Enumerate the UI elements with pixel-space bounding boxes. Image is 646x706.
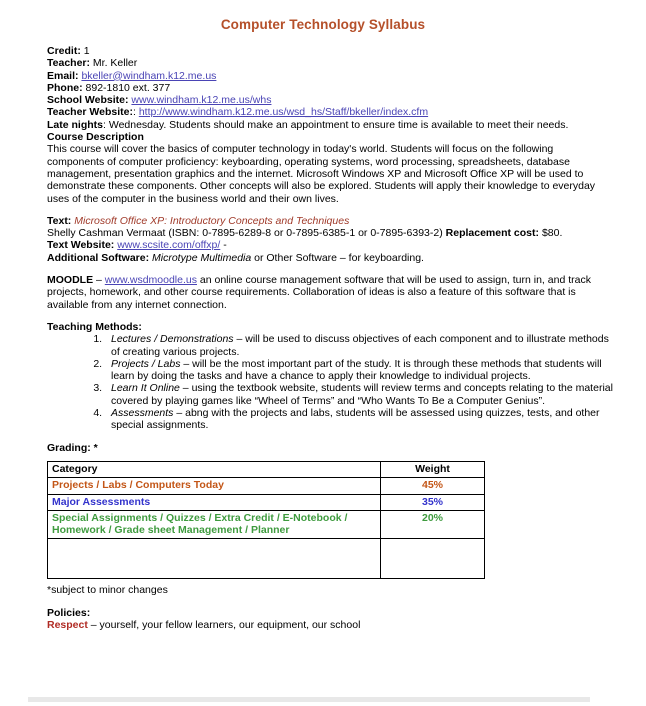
list-item [105,382,613,407]
method-title: Lectures / Demonstrations [111,333,234,346]
phone-label: Phone: [47,81,83,94]
method-title: Learn It Online [111,382,180,395]
text-title: Microsoft Office XP: Introductory Concepts and Techniques [74,214,350,227]
school-website-line [47,94,613,106]
email-label: Email: [47,69,79,82]
late-nights-value: : Wednesday. Students should make an appointment to ensure time is available to meet their needs. [103,118,569,131]
text-block [47,215,613,264]
respect-body: – yourself, your fellow learners, our equipment, our school [87,618,361,631]
replacement-cost-value: $80. [541,227,563,240]
column-header-category: Category [48,461,381,477]
text-website-line [47,239,613,251]
respect-line [47,619,613,631]
text-website-label: Text Website: [47,239,115,252]
credit-line [47,45,613,57]
teaching-methods-list [47,333,613,431]
weight-cell-empty [381,539,485,579]
method-title: Assessments [111,407,174,420]
list-item [105,358,613,383]
grading-footnote: *subject to minor changes [47,584,168,597]
moodle-paragraph [47,274,613,311]
credit-label: Credit: [47,45,81,57]
page-bottom-shadow [28,697,590,702]
school-website-link[interactable]: www.windham.k12.me.us/whs [131,94,272,107]
teacher-line [47,57,613,69]
weight-cell: 35% [381,494,485,510]
list-item [105,333,613,358]
page-title: Computer Technology Syllabus [220,17,426,32]
teacher-website-line: Teacher Website:: http://www.windham.k12.me.us/wsd_hs/Staff/bkeller/index.cfm [47,106,429,119]
text-authors-line [47,227,613,239]
policies-block [47,607,613,632]
grading-heading: Grading: * [47,441,98,454]
category-cell: Special Assignments / Quizzes / Extra Credit / E-Notebook / Homework / Grade sheet Management / Planner [48,510,381,539]
school-website-label: School Website: [47,94,129,107]
moodle-body: an online course management software that will be used to assign, turn in, and track projects, homework, and other course requirements. Collaboration of ideas is also a feature of this software that is available from any internet connection. [47,274,591,311]
document-body [47,45,613,631]
list-item [105,407,613,432]
method-body: – using the textbook website, students will review terms and concepts relating to the material covered by playing games like “Wheel of Terms” and “Who Wants To Be a Computer Genius”. [111,382,613,407]
moodle-link[interactable]: www.wsdmoodle.us [104,274,197,287]
teacher-value: Mr. Keller [92,57,138,70]
moodle-dash: – [96,274,102,287]
phone-value: 892-1810 ext. 377 [85,81,171,94]
late-nights-line [47,119,613,131]
additional-software-label: Additional Software: [47,251,150,264]
credit-value: 1 [83,45,90,57]
teacher-website-link[interactable]: http://www.windham.k12.me.us/wsd_hs/Staff/bkeller/index.cfm [138,106,429,119]
category-cell-empty [48,539,381,579]
respect-label: Respect [47,618,88,631]
late-nights-label: Late nights [47,118,104,131]
method-body: – will be the most important part of the study. It is through these methods that students will learn by doing the tasks and have a chance to apply their knowledge to individual projects. [111,357,602,383]
course-description-heading: Course Description [47,131,144,144]
course-info-block [47,45,613,131]
additional-software-rest: or Other Software – for keyboarding. [254,251,424,264]
moodle-block [47,274,613,311]
method-body: – will be used to discuss objectives of each component and to illustrate methods of creating various projects. [111,333,609,358]
table-row-empty [48,539,485,579]
course-description-block [47,131,613,205]
moodle-label: MOODLE [47,274,94,287]
grading-block [47,442,613,597]
table-row [48,478,485,494]
policies-heading: Policies: [47,606,91,619]
text-authors: Shelly Cashman Vermaat (ISBN: 0-7895-6289-8 or 0-7895-6385-1 or 0-7895-6393-2) [47,227,443,240]
email-line [47,70,613,82]
method-body: – abng with the projects and labs, students will be assessed using quizzes, tests, and other special assignments. [111,407,600,432]
method-title: Projects / Labs [111,357,181,370]
table-row [48,510,485,539]
teacher-website-label: Teacher Website: [47,106,133,119]
table-row [48,494,485,510]
text-label: Text: [47,214,72,227]
email-link[interactable]: bkeller@windham.k12.me.us [81,69,217,82]
course-description-body: This course will cover the basics of computer technology in today's world. Students will focus on the following components of computer proficiency: keyboarding, operating systems, word processing, spreadsheets, database management, presentation graphics and the internet. Microsoft Windows XP and Microsoft Office XP will be used to demonstrate these components. Other concepts will also be explored. Students will apply their knowledge to everyday uses of the computer in the business world and their own lives. [47,143,596,205]
table-header-row [48,461,485,477]
teaching-methods-heading: Teaching Methods: [47,320,142,333]
column-header-weight: Weight [381,461,485,477]
text-website-suffix: - [223,239,227,252]
phone-line [47,82,613,94]
grading-table [47,461,485,579]
weight-cell: 45% [381,478,485,494]
text-line [47,215,613,227]
replacement-cost-label: Replacement cost: [445,227,540,240]
category-cell: Projects / Labs / Computers Today [48,478,381,494]
weight-cell: 20% [381,510,485,539]
additional-software-title: Microtype Multimedia [152,251,252,264]
teaching-methods-block [47,321,613,432]
category-cell: Major Assessments [48,494,381,510]
additional-software-line [47,252,613,264]
text-website-link[interactable]: www.scsite.com/offxp/ [117,239,221,252]
teacher-label: Teacher: [47,57,90,70]
